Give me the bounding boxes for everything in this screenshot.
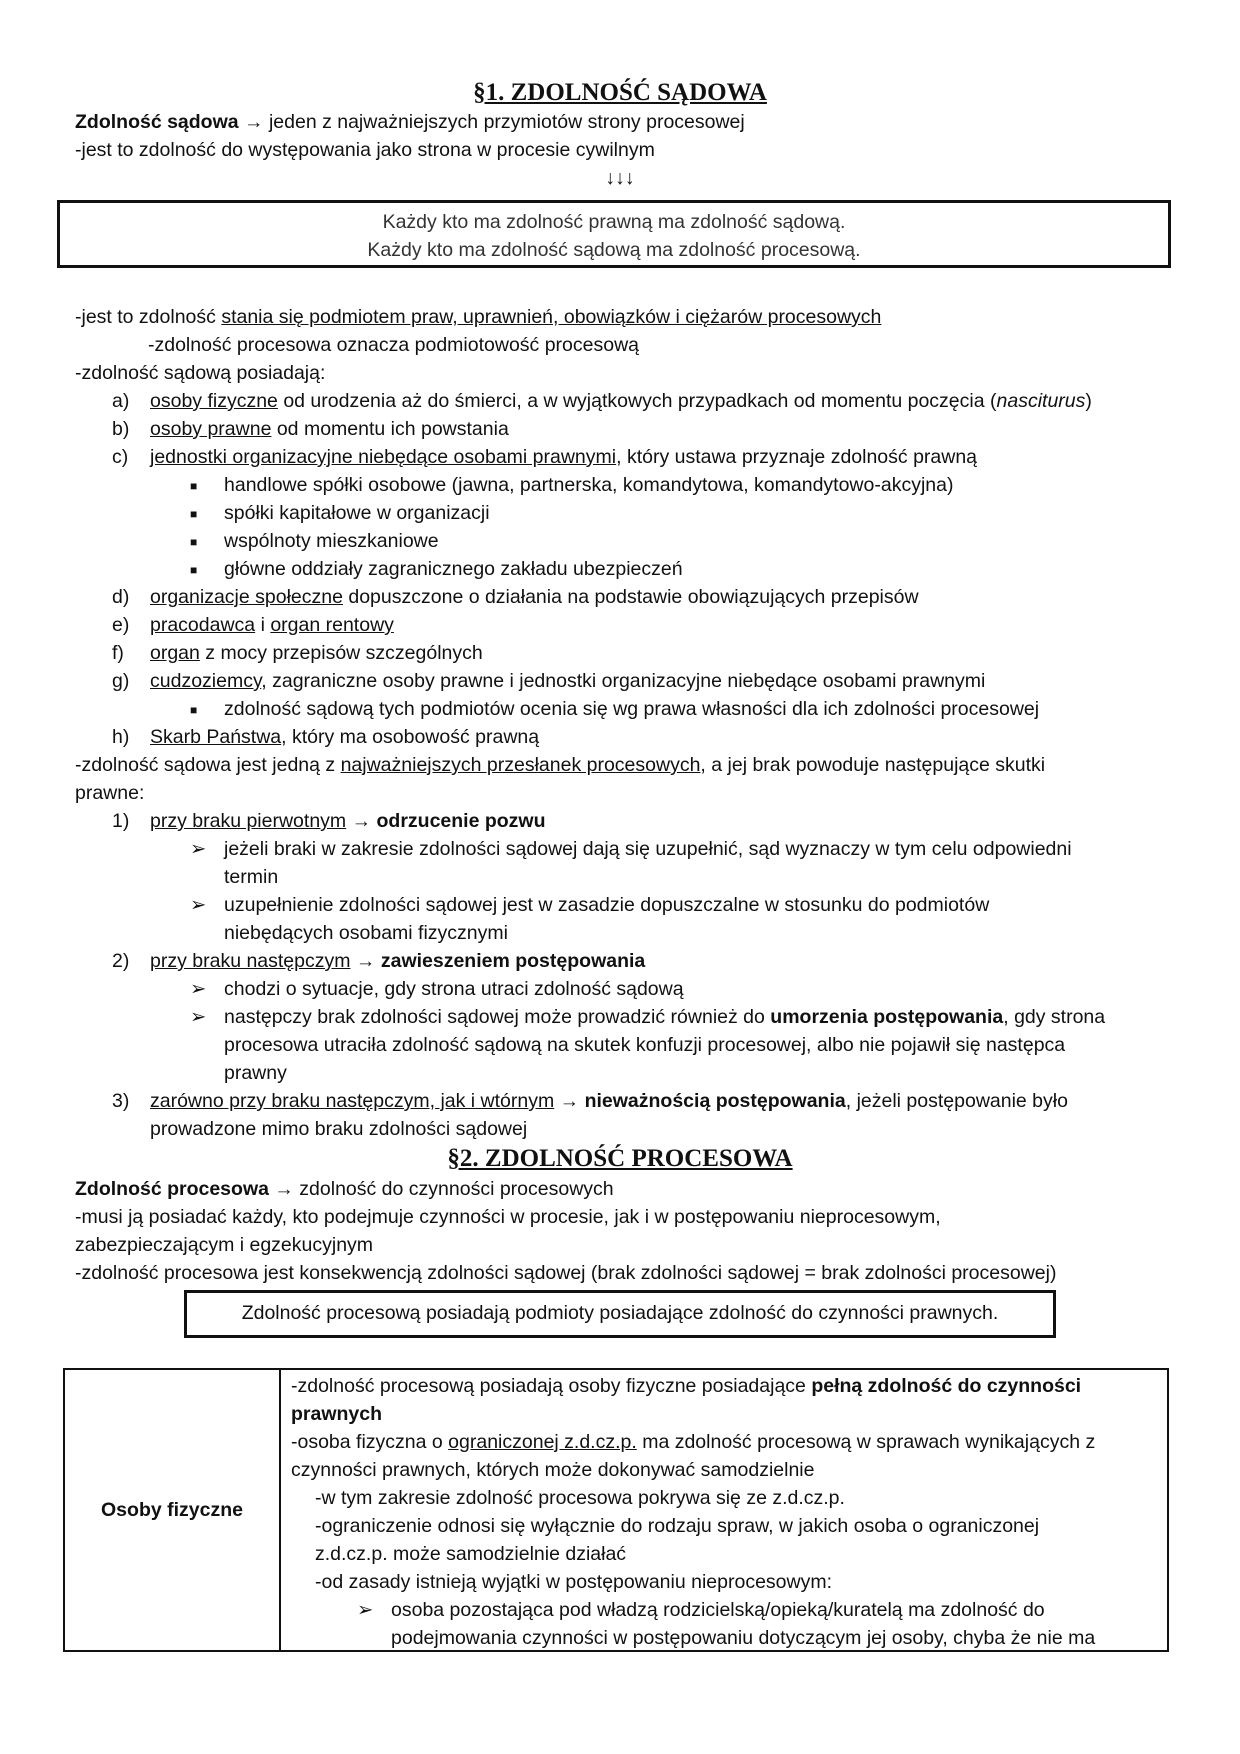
text-span: i [255, 614, 271, 636]
definition-term: Zdolność procesowa [75, 1178, 269, 1200]
table-cell-line [291, 1428, 1095, 1456]
principle-box: Zdolność procesową posiadają podmioty posiadające zdolność do czynności prawnych. [184, 1290, 1056, 1338]
italic-text: nasciturus [996, 390, 1086, 412]
list-item [112, 723, 539, 751]
list-marker: f) [112, 642, 124, 664]
list-marker: g) [112, 670, 130, 692]
sub-item [190, 1003, 1105, 1031]
list-marker: e) [112, 614, 130, 636]
definition-line [75, 1175, 614, 1203]
bullet-item [190, 499, 490, 528]
text-span: ma zdolność procesową w sprawach wynikających z [636, 1431, 1096, 1453]
sub-item [190, 835, 1072, 863]
list-marker: 2) [112, 950, 130, 972]
sub-item-text: uzupełnienie zdolności sądowej jest w zasadzie dopuszczalne w stosunku do podmiotów [224, 894, 990, 916]
text-span: , gdy strona [1003, 1006, 1106, 1028]
numbered-item [112, 947, 645, 975]
list-marker: 1) [112, 810, 130, 832]
chevron-right-icon: ➢ [190, 978, 207, 1000]
list-item [112, 387, 1092, 415]
table-cell-line [291, 1372, 1081, 1400]
sub-item-text: następczy brak zdolności sądowej może prowadzić również do [224, 1006, 771, 1028]
text-line: -musi ją posiadać każdy, kto podejmuje czynności w procesie, jak i w postępowaniu nieprocesowym, [75, 1206, 941, 1228]
sub-item [190, 891, 989, 919]
bullet-item [190, 695, 1039, 724]
underlined-text: organizacje społeczne [150, 586, 343, 608]
section1-heading: §1. ZDOLNOŚĆ SĄDOWA [473, 79, 767, 106]
list-item [112, 415, 509, 443]
bold-text: odrzucenie pozwu [376, 810, 546, 832]
definition-text: jeden z najważniejszych przymiotów strony procesowej [263, 111, 745, 133]
underlined-text: organ [150, 642, 200, 664]
list-item [112, 583, 919, 611]
bullet-text: zdolność sądową tych podmiotów ocenia się wg prawa własności dla ich zdolności procesowej [224, 698, 1040, 720]
text-line: zabezpieczającym i egzekucyjnym [75, 1234, 374, 1256]
bullet-item [190, 471, 953, 500]
text-span: od urodzenia aż do śmierci, a w wyjątkowych przypadkach od momentu poczęcia ( [277, 390, 997, 412]
underlined-text: pracodawca [150, 614, 256, 636]
text-span: , a jej brak powoduje następujące skutki [700, 754, 1046, 776]
arrow-right-icon: → [554, 1090, 585, 1112]
list-item [112, 667, 985, 695]
table-cell-line: -w tym zakresie zdolność procesowa pokrywa się ze z.d.cz.p. [315, 1487, 845, 1509]
chevron-right-icon: ➢ [190, 838, 207, 860]
text-line: -zdolność sądową posiadają: [75, 362, 326, 384]
square-bullet-icon: ■ [190, 506, 198, 521]
underlined-text: jednostki organizacyjne niebędące osobami prawnymi [150, 446, 617, 468]
numbered-item [112, 1087, 1068, 1115]
text-span: -jest to zdolność [75, 306, 222, 328]
arrow-right-icon: → [244, 111, 264, 133]
capacity-table [63, 1368, 1169, 1652]
table-cell-line: -od zasady istnieją wyjątki w postępowaniu nieprocesowym: [315, 1571, 832, 1593]
text-line [75, 751, 1045, 779]
underlined-text: Skarb Państwa [150, 726, 282, 748]
text-span: , który ustawa przyznaje zdolność prawną [616, 446, 978, 468]
text-line: -jest to zdolność do występowania jako strona w procesie cywilnym [75, 139, 655, 161]
square-bullet-icon: ■ [190, 562, 198, 577]
text-line: -zdolność procesowa oznacza podmiotowość procesową [148, 334, 640, 356]
table-cell-line: z.d.cz.p. może samodzielnie działać [315, 1543, 627, 1565]
bold-text: zawieszeniem postępowania [380, 950, 646, 972]
underlined-text: ograniczonej z.d.cz.p. [448, 1431, 637, 1453]
down-arrows-icon: ↓↓↓ [605, 167, 635, 189]
text-span: , jeżeli postępowanie było [845, 1090, 1068, 1112]
bold-text: umorzenia postępowania [770, 1006, 1004, 1028]
text-span: , zagraniczne osoby prawne i jednostki organizacyjne niebędące osobami prawnymi [261, 670, 986, 692]
table-cell-line: -ograniczenie odnosi się wyłącznie do rodzaju spraw, w jakich osoba o ograniczonej [315, 1515, 1040, 1537]
table-cell-line: prawnych [291, 1403, 383, 1425]
text-line: -zdolność procesowa jest konsekwencją zdolności sądowej (brak zdolności sądowej = brak zdolności procesowej) [75, 1262, 1057, 1284]
definition-term: Zdolność sądowa [75, 111, 239, 133]
square-bullet-icon: ■ [190, 702, 198, 717]
underlined-text: organ rentowy [270, 614, 394, 636]
text-span: dopuszczone o działania na podstawie obowiązujących przepisów [342, 586, 919, 608]
list-marker: d) [112, 586, 130, 608]
table-row-header [65, 1370, 281, 1650]
bullet-text: handlowe spółki osobowe (jawna, partnerska, komandytowa, komandytowo-akcyjna) [224, 474, 954, 496]
list-marker: 3) [112, 1090, 130, 1112]
numbered-item [112, 807, 546, 835]
underlined-text: przy braku następczym [150, 950, 351, 972]
section2-heading: §2. ZDOLNOŚĆ PROCESOWA [447, 1145, 793, 1172]
text-span: -osoba fizyczna o [291, 1431, 449, 1453]
square-bullet-icon: ■ [190, 534, 198, 549]
arrow-right-icon: → [346, 810, 377, 832]
bullet-item [190, 527, 439, 556]
bold-text: pełną zdolność do czynności [811, 1375, 1082, 1397]
bullet-text: spółki kapitałowe w organizacji [224, 502, 490, 524]
sub-item [190, 975, 684, 1003]
sub-item-continuation: prawny [224, 1062, 287, 1084]
list-item [112, 611, 394, 639]
text-line [75, 303, 881, 331]
text-span: -zdolność procesową posiadają osoby fizyczne posiadające [291, 1375, 812, 1397]
list-marker: c) [112, 446, 129, 468]
sub-item-text: chodzi o sytuacje, gdy strona utraci zdolność sądową [224, 978, 684, 1000]
text-line: prawne: [75, 782, 145, 804]
underlined-text: stania się podmiotem praw, uprawnień, obowiązków i ciężarów procesowych [221, 306, 882, 328]
text-span: od momentu ich powstania [271, 418, 509, 440]
principle-box [57, 200, 1171, 268]
principle-line-2: Każdy kto ma zdolność sądową ma zdolność procesową. [367, 239, 861, 261]
bullet-item [190, 555, 683, 584]
list-item [112, 639, 483, 667]
bullet-text: główne oddziały zagranicznego zakładu ubezpieczeń [224, 558, 683, 580]
underlined-text: najważniejszych przesłanek procesowych [340, 754, 701, 776]
underlined-text: osoby prawne [150, 418, 272, 440]
definition-text: zdolność do czynności procesowych [293, 1178, 614, 1200]
sub-item-continuation: procesowa utraciła zdolność sądową na skutek konfuzji procesowej, albo nie pojawił się następca [224, 1034, 1066, 1056]
sub-item-continuation: niebędących osobami fizycznymi [224, 922, 508, 944]
numbered-item-continuation: prowadzone mimo braku zdolności sądowej [150, 1118, 528, 1140]
principle-line-1: Każdy kto ma zdolność prawną ma zdolność sądową. [382, 211, 846, 233]
list-marker: b) [112, 418, 130, 440]
table-cell-line [357, 1596, 1045, 1624]
sub-item-continuation: termin [224, 866, 279, 888]
list-marker: a) [112, 390, 130, 412]
text-span: , który ma osobowość prawną [281, 726, 540, 748]
square-bullet-icon: ■ [190, 478, 198, 493]
bullet-text: wspólnoty mieszkaniowe [224, 530, 439, 552]
arrow-right-icon: → [274, 1178, 294, 1200]
text-span: ) [1085, 390, 1092, 412]
table-cell-line: podejmowania czynności w postępowaniu dotyczącym jej osoby, chyba że nie ma [391, 1627, 1096, 1649]
table-header-cell: Osoby fizyczne [101, 1499, 243, 1521]
sub-item-text: jeżeli braki w zakresie zdolności sądowej dają się uzupełnić, sąd wyznaczy w tym celu odpowiedni [224, 838, 1072, 860]
text-span: -zdolność sądowa jest jedną z [75, 754, 341, 776]
definition-line [75, 108, 745, 136]
chevron-right-icon: ➢ [190, 894, 207, 916]
underlined-text: przy braku pierwotnym [150, 810, 347, 832]
text-span: z mocy przepisów szczególnych [199, 642, 483, 664]
arrow-right-icon: → [350, 950, 381, 972]
chevron-right-icon: ➢ [357, 1599, 374, 1621]
list-marker: h) [112, 726, 130, 748]
bold-text: nieważnością postępowania [584, 1090, 846, 1112]
table-cell-line: czynności prawnych, których może dokonywać samodzielnie [291, 1459, 815, 1481]
chevron-right-icon: ➢ [190, 1006, 207, 1028]
underlined-text: cudzoziemcy [150, 670, 262, 692]
text-span: osoba pozostająca pod władzą rodzicielską/opieką/kuratelą ma zdolność do [391, 1599, 1045, 1621]
underlined-text: osoby fizyczne [150, 390, 278, 412]
list-item [112, 443, 977, 471]
underlined-text: zarówno przy braku następczym, jak i wtórnym [150, 1090, 555, 1112]
